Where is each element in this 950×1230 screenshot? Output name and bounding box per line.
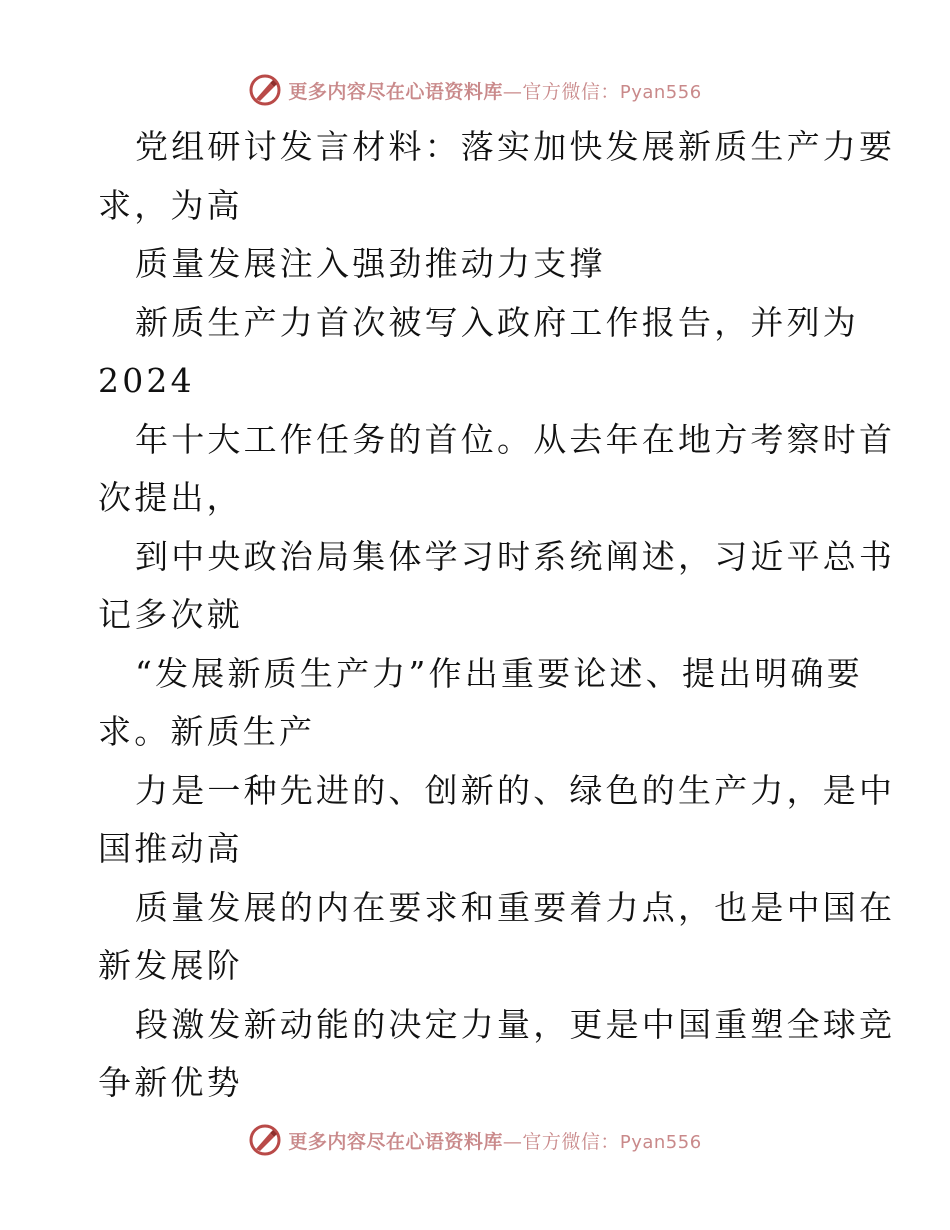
text-line: 新质生产力首次被写入政府工作报告，并列为 [135, 302, 859, 342]
text-line: 党组研讨发言材料：落实加快发展新质生产力要 [135, 127, 896, 166]
watermark-text [288, 1127, 701, 1154]
watermark-separator: —官方微信： [502, 80, 620, 103]
text-line: 求，为高 [98, 185, 243, 225]
watermark-main: 更多内容尽在心语资料库 [288, 1130, 503, 1153]
pen-circle-logo-icon [248, 73, 282, 107]
text-line: 争新优势 [98, 1063, 243, 1102]
pen-circle-logo-icon [248, 1123, 282, 1157]
text-line: 到中央政治局集体学习时系统阐述，习近平总书 [135, 536, 896, 576]
text-line: 新发展阶 [98, 946, 243, 985]
watermark-main: 更多内容尽在心语资料库 [288, 80, 503, 103]
text-line: 2024 [98, 361, 195, 400]
watermark-id: Pyan556 [619, 1131, 702, 1153]
document-body [98, 118, 896, 1113]
text-line: 记多次就 [98, 595, 243, 634]
text-line: 段激发新动能的决定力量，更是中国重塑全球竞 [135, 1004, 896, 1044]
text-line: “发展新质生产力”作出重要论述、提出明确要 [135, 653, 863, 693]
text-line: 国推动高 [98, 829, 243, 868]
text-line: 年十大工作任务的首位。从去年在地方考察时首 [135, 419, 896, 459]
footer-watermark [0, 1120, 950, 1160]
watermark-id: Pyan556 [619, 81, 702, 103]
watermark-separator: —官方微信： [502, 1130, 620, 1153]
text-line: 次提出， [98, 478, 243, 517]
watermark-text [288, 77, 701, 104]
text-line: 质量发展的内在要求和重要着力点，也是中国在 [135, 887, 896, 927]
header-watermark [0, 70, 950, 110]
text-line: 质量发展注入强劲推动力支撑 [135, 244, 606, 283]
text-line: 求。新质生产 [98, 712, 316, 751]
text-line: 力是一种先进的、创新的、绿色的生产力，是中 [135, 770, 896, 810]
